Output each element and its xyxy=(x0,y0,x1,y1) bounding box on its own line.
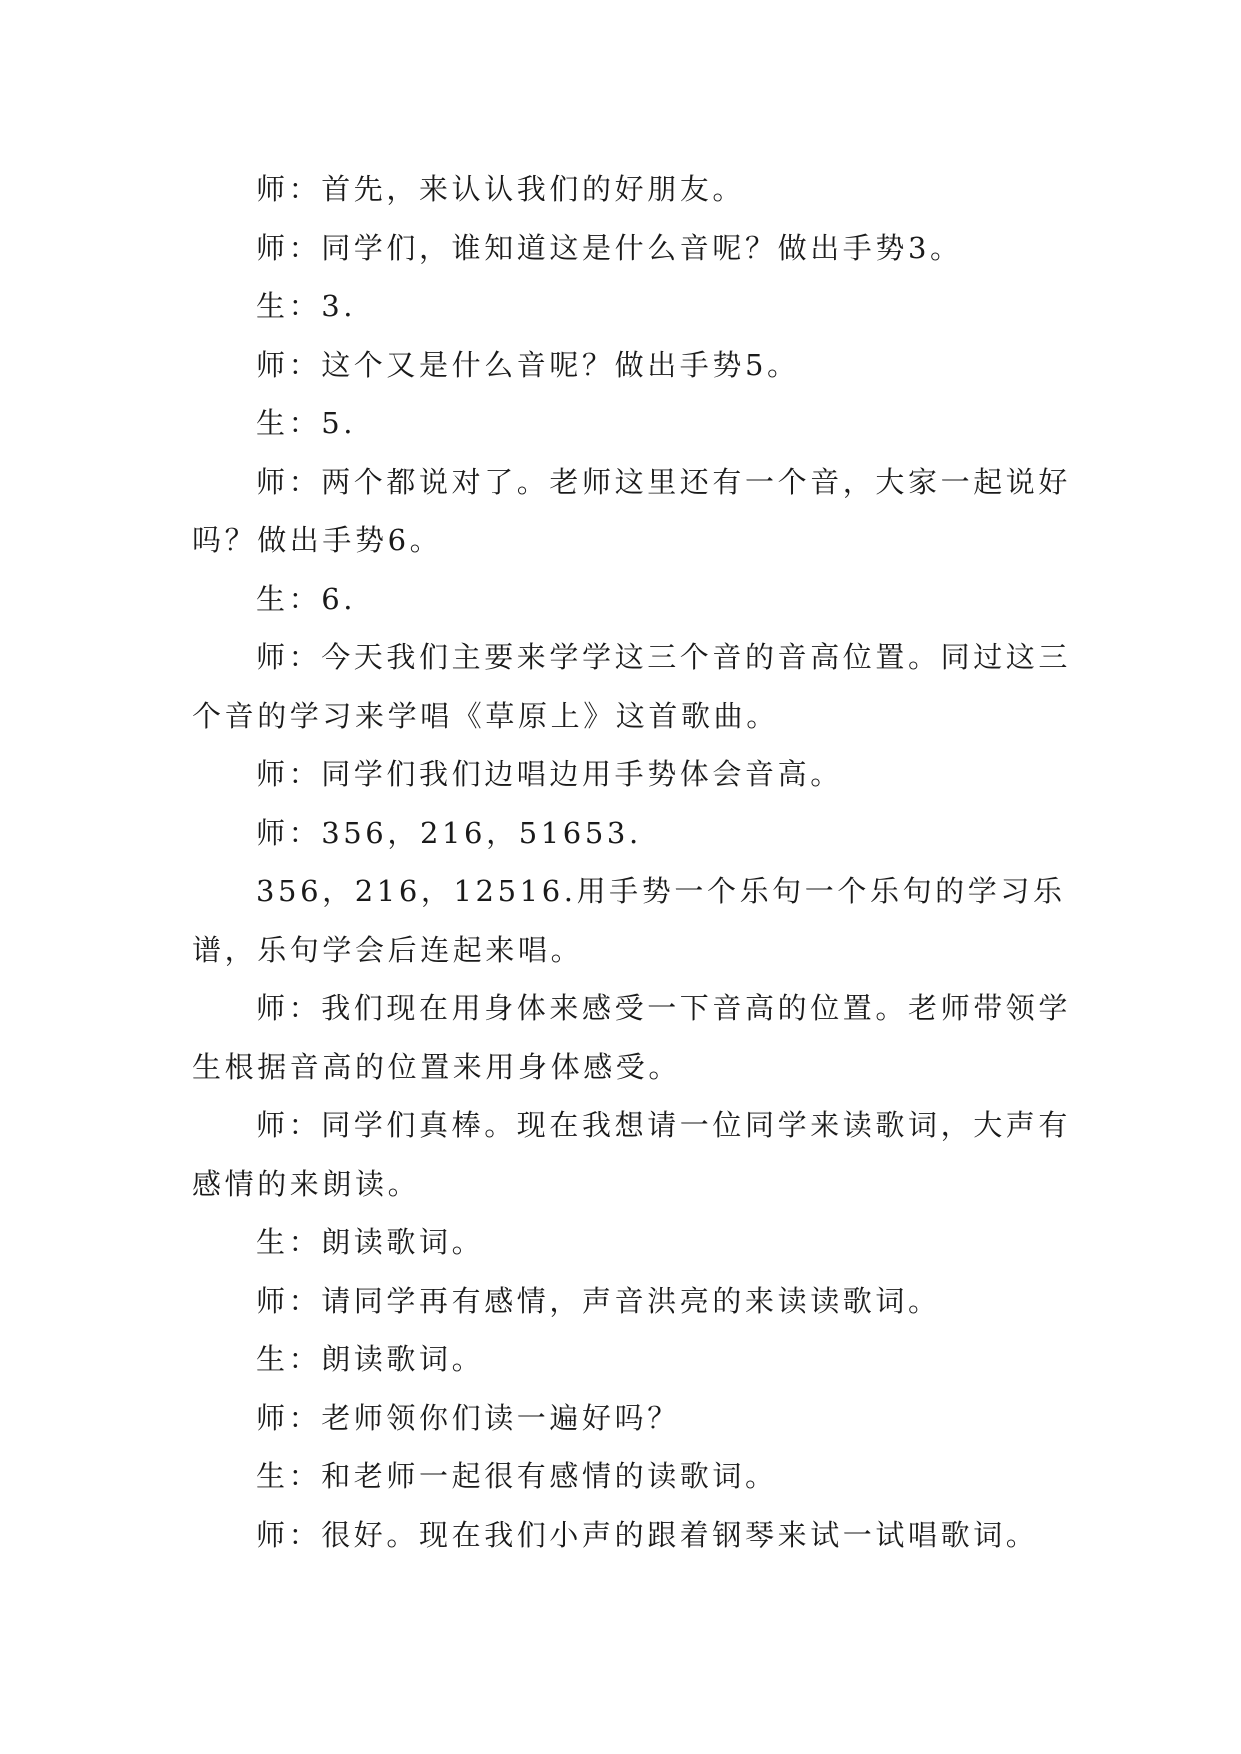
paragraph: 生：5. xyxy=(256,406,357,440)
paragraph: 师：同学们真棒。现在我想请一位同学来读歌词，大声有感情的来朗读。 xyxy=(192,1108,1072,1201)
paragraph: 师：老师领你们读一遍好吗？ xyxy=(256,1400,680,1435)
paragraph: 师：356，216，51653. xyxy=(256,815,642,850)
paragraph: 生：6. xyxy=(256,581,357,616)
paragraph: 生：和老师一起很有感情的读歌词。 xyxy=(256,1459,778,1493)
paragraph: 师：同学们我们边唱边用手势体会音高。 xyxy=(256,757,843,791)
paragraph: 师：两个都说对了。老师这里还有一个音，大家一起说好吗？做出手势6。 xyxy=(192,464,1072,557)
paragraph: 师：同学们，谁知道这是什么音呢？做出手势3。 xyxy=(256,230,963,265)
document-body xyxy=(192,160,1072,1564)
paragraph: 师：今天我们主要来学学这三个音的音高位置。同过这三个音的学习来学唱《草原上》这首歌曲。 xyxy=(192,640,1072,733)
paragraph: 生：朗读歌词。 xyxy=(256,1342,485,1376)
paragraph: 师：请同学再有感情，声音洪亮的来读读歌词。 xyxy=(256,1283,941,1318)
paragraph: 师：很好。现在我们小声的跟着钢琴来试一试唱歌词。 xyxy=(256,1517,1039,1552)
paragraph: 师：这个又是什么音呢？做出手势5。 xyxy=(256,347,800,382)
paragraph: 生：朗读歌词。 xyxy=(256,1225,485,1259)
paragraph: 356，216，12516.用手势一个乐句一个乐句的学习乐谱，乐句学会后连起来唱。 xyxy=(192,874,1066,967)
paragraph: 师：首先，来认认我们的好朋友。 xyxy=(256,172,746,206)
paragraph: 师：我们现在用身体来感受一下音高的位置。老师带领学生根据音高的位置来用身体感受。 xyxy=(192,991,1072,1084)
paragraph: 生：3. xyxy=(256,289,357,323)
